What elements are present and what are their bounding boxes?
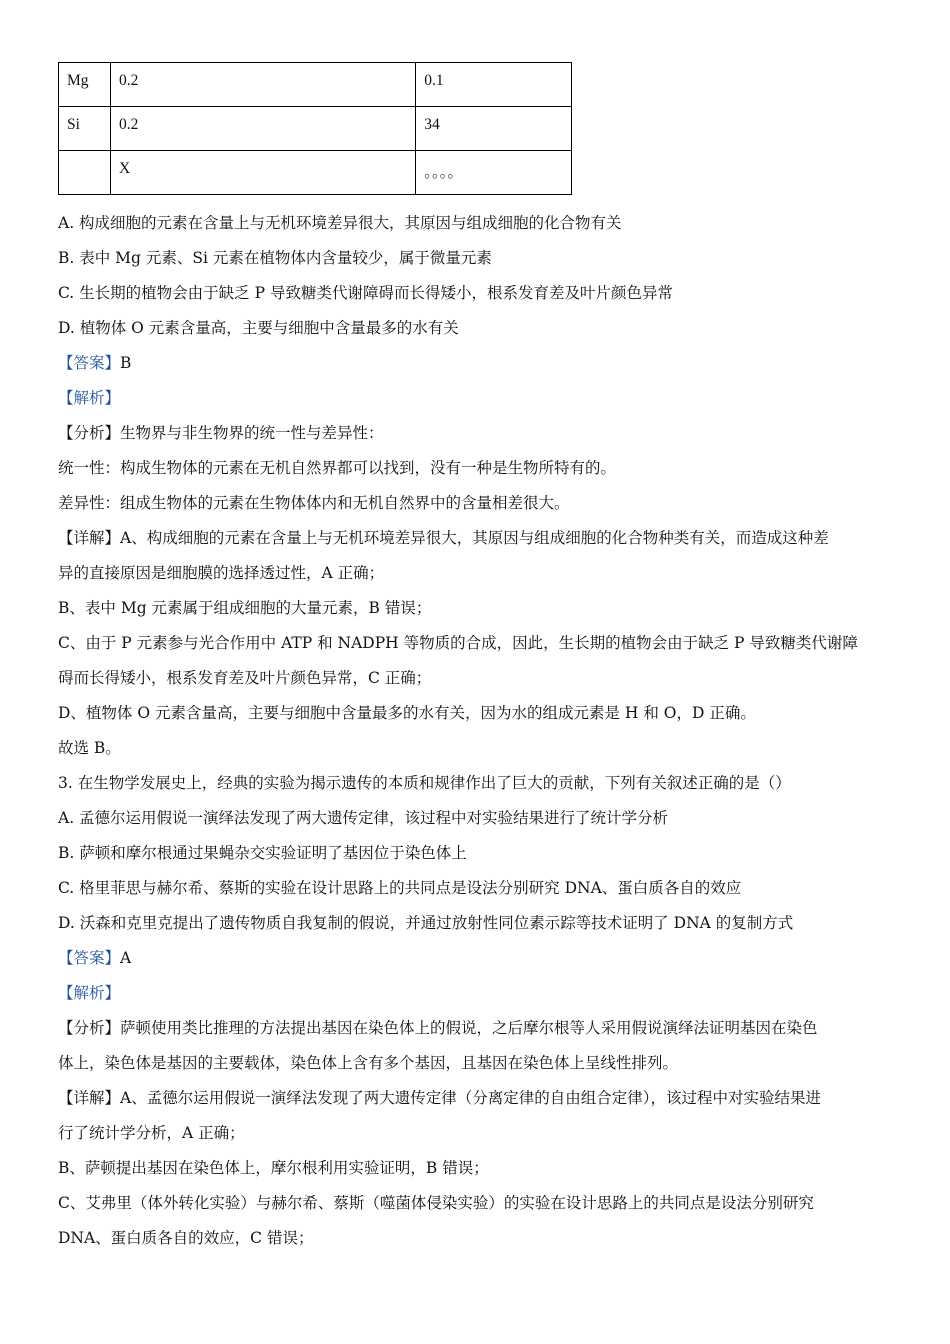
- line-text: C. 格里菲思与赫尔希、蔡斯的实验在设计思路上的共同点是设法分别研究 DNA、蛋白质各自的效应: [58, 879, 742, 897]
- text-line: [58, 836, 898, 871]
- text-line: [58, 1046, 898, 1081]
- line-text: 行了统计学分析，A 正确；: [58, 1124, 245, 1142]
- text-line: [58, 696, 898, 731]
- table-row: [59, 107, 572, 151]
- line-text: C、艾弗里（体外转化实验）与赫尔希、蔡斯（噬菌体侵染实验）的实验在设计思路上的共同点是设法分别研究: [58, 1194, 814, 1212]
- table-cell: 0.1: [416, 63, 572, 107]
- text-line: [58, 556, 898, 591]
- text-line: [58, 731, 898, 766]
- text-line: [58, 871, 898, 906]
- line-text: 【详解】A、构成细胞的元素在含量上与无机环境差异很大，其原因与组成细胞的化合物种类有关，而造成这种差: [58, 529, 829, 547]
- line-text: B、表中 Mg 元素属于组成细胞的大量元素，B 错误；: [58, 599, 432, 617]
- line-text: B. 表中 Mg 元素、Si 元素在植物体内含量较少，属于微量元素: [58, 249, 492, 267]
- line-text: 差异性：组成生物体的元素在生物体体内和无机自然界中的含量相差很大。: [58, 494, 570, 512]
- line-text: A. 孟德尔运用假说一演绎法发现了两大遗传定律，该过程中对实验结果进行了统计学分析: [58, 809, 669, 827]
- line-text: 【分析】萨顿使用类比推理的方法提出基因在染色体上的假说，之后摩尔根等人采用假说演绎法证明基因在染色: [58, 1019, 818, 1037]
- text-line: [58, 451, 898, 486]
- line-text: 3. 在生物学发展史上，经典的实验为揭示遗传的本质和规律作出了巨大的贡献，下列有关叙述正确的是（）: [58, 774, 791, 792]
- text-line: [58, 346, 898, 381]
- element-content-table: [58, 62, 572, 195]
- line-text: A: [120, 949, 132, 967]
- table-cell: Si: [59, 107, 111, 151]
- text-line: [58, 206, 898, 241]
- table-cell: 34: [416, 107, 572, 151]
- table-row: [59, 63, 572, 107]
- line-text: D. 沃森和克里克提出了遗传物质自我复制的假说，并通过放射性同位素示踪等技术证明了 DNA 的复制方式: [58, 914, 794, 932]
- section-tag: 【答案】: [58, 354, 121, 372]
- text-line: [58, 661, 898, 696]
- text-line: [58, 1151, 898, 1186]
- table-cell: 0.2: [110, 63, 415, 107]
- text-line: [58, 1081, 898, 1116]
- line-text: 体上，染色体是基因的主要载体，染色体上含有多个基因，且基因在染色体上呈线性排列。: [58, 1054, 679, 1072]
- text-line: [58, 941, 898, 976]
- table-cell: 。。。。: [416, 151, 572, 195]
- table-row: [59, 151, 572, 195]
- line-text: 统一性：构成生物体的元素在无机自然界都可以找到，没有一种是生物所特有的。: [58, 459, 617, 477]
- line-text: B. 萨顿和摩尔根通过果蝇杂交实验证明了基因位于染色体上: [58, 844, 467, 862]
- line-text: C. 生长期的植物会由于缺乏 P 导致糖类代谢障碍而长得矮小，根系发育差及叶片颜色异常: [58, 284, 673, 302]
- line-text: 异的直接原因是细胞膜的选择透过性，A 正确；: [58, 564, 385, 582]
- table-cell: [59, 151, 111, 195]
- line-text: B、萨顿提出基因在染色体上，摩尔根利用实验证明，B 错误；: [58, 1159, 489, 1177]
- text-line: [58, 1011, 898, 1046]
- table-cell: X: [110, 151, 415, 195]
- section-tag: 【解析】: [58, 984, 121, 1002]
- text-line: [58, 906, 898, 941]
- line-text: C、由于 P 元素参与光合作用中 ATP 和 NADPH 等物质的合成，因此，生长期的植物会由于缺乏 P 导致糖类代谢障: [58, 634, 858, 652]
- section-tag: 【答案】: [58, 949, 121, 967]
- text-line: [58, 766, 898, 801]
- text-line: [58, 1116, 898, 1151]
- line-text: DNA、蛋白质各自的效应，C 错误；: [58, 1229, 314, 1247]
- table-cell: 0.2: [110, 107, 415, 151]
- table-cell: Mg: [59, 63, 111, 107]
- line-text: 碍而长得矮小，根系发育差及叶片颜色异常，C 正确；: [58, 669, 432, 687]
- text-line: [58, 591, 898, 626]
- text-line: [58, 976, 898, 1011]
- text-line: [58, 521, 898, 556]
- document-body: [58, 206, 898, 1256]
- line-text: B: [120, 354, 132, 372]
- text-line: [58, 626, 898, 661]
- section-tag: 【解析】: [58, 389, 121, 407]
- text-line: [58, 1221, 898, 1256]
- text-line: [58, 416, 898, 451]
- line-text: A. 构成细胞的元素在含量上与无机环境差异很大，其原因与组成细胞的化合物有关: [58, 214, 622, 232]
- text-line: [58, 801, 898, 836]
- text-line: [58, 381, 898, 416]
- text-line: [58, 486, 898, 521]
- line-text: 【分析】生物界与非生物界的统一性与差异性：: [58, 424, 384, 442]
- line-text: 故选 B。: [58, 739, 121, 757]
- text-line: [58, 241, 898, 276]
- table-body: [59, 63, 572, 195]
- line-text: 【详解】A、孟德尔运用假说一演绎法发现了两大遗传定律（分离定律的自由组合定律），该过程中对实验结果进: [58, 1089, 821, 1107]
- text-line: [58, 311, 898, 346]
- line-text: D. 植物体 O 元素含量高，主要与细胞中含量最多的水有关: [58, 319, 459, 337]
- line-text: D、植物体 O 元素含量高，主要与细胞中含量最多的水有关，因为水的组成元素是 H 和 O，D 正确。: [58, 704, 756, 722]
- text-line: [58, 276, 898, 311]
- text-line: [58, 1186, 898, 1221]
